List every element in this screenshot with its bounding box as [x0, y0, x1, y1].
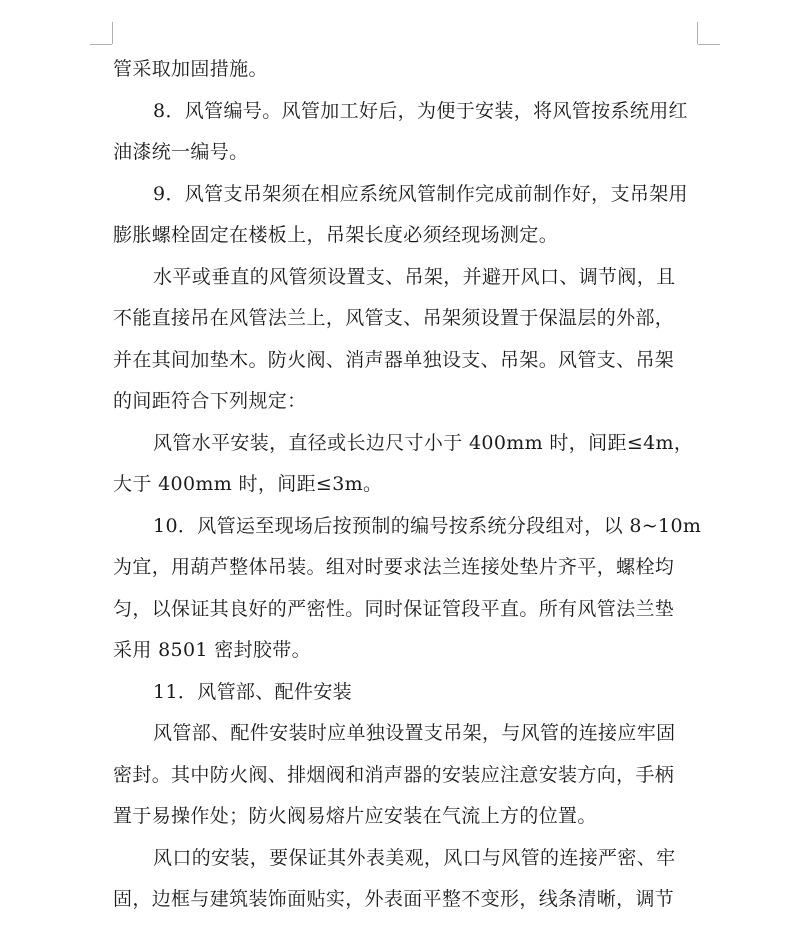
crop-mark-top-left — [112, 22, 113, 44]
text-line-11: 大于 400mm 时，间距≤3m。 — [113, 473, 383, 495]
text-line-17: 风管部、配件安装时应单独设置支吊架，与风管的连接应牢固 — [153, 722, 676, 744]
document-body — [113, 49, 702, 921]
text-line-18: 密封。其中防火阀、排烟阀和消声器的安装应注意安装方向，手柄 — [113, 763, 675, 786]
text-line-7: 不能直接吊在风管法兰上，风管支、吊架须设置于保温层的外部， — [113, 307, 675, 329]
text-line-16: 11．风管部、配件安装 — [153, 680, 353, 703]
text-line-14: 匀，以保证其良好的严密性。同时保证管段平直。所有风管法兰垫 — [113, 597, 675, 620]
crop-mark-top-left-horizontal — [90, 44, 112, 45]
text-line-19: 置于易操作处；防火阀易熔片应安装在气流上方的位置。 — [113, 805, 597, 827]
text-line-5: 膨胀螺栓固定在楼板上，吊架长度必须经现场测定。 — [113, 224, 559, 246]
text-line-4: 9．风管支吊架须在相应系统风管制作完成前制作好，支吊架用 — [153, 182, 688, 205]
crop-mark-top-right-horizontal — [698, 44, 720, 45]
text-line-12: 10．风管运至现场后按预制的编号按系统分段组对，以 8~10m — [153, 514, 702, 537]
text-line-3: 油漆统一编号。 — [113, 141, 249, 163]
text-line-15: 采用 8501 密封胶带。 — [113, 639, 311, 661]
text-line-9: 的间距符合下列规定： — [113, 390, 307, 412]
text-line-1: 管采取加固措施。 — [113, 58, 268, 80]
text-line-8: 并在其间加垫木。防火阀、消声器单独设支、吊架。风管支、吊架 — [113, 348, 675, 371]
text-line-10: 风管水平安装，直径或长边尺寸小于 400mm 时，间距≤4m， — [153, 431, 694, 454]
crop-mark-top-right — [697, 22, 698, 44]
text-line-13: 为宜，用葫芦整体吊装。组对时要求法兰连接处垫片齐平，螺栓均 — [113, 556, 675, 578]
text-line-20: 风口的安装，要保证其外表美观，风口与风管的连接严密、牢 — [153, 846, 676, 869]
text-line-6: 水平或垂直的风管须设置支、吊架，并避开风口、调节阀，且 — [153, 265, 676, 288]
text-line-21: 固，边框与建筑装饰面贴实，外表面平整不变形，线条清晰，调节 — [113, 888, 675, 910]
text-line-2: 8．风管编号。风管加工好后，为便于安装，将风管按系统用红 — [153, 99, 688, 122]
